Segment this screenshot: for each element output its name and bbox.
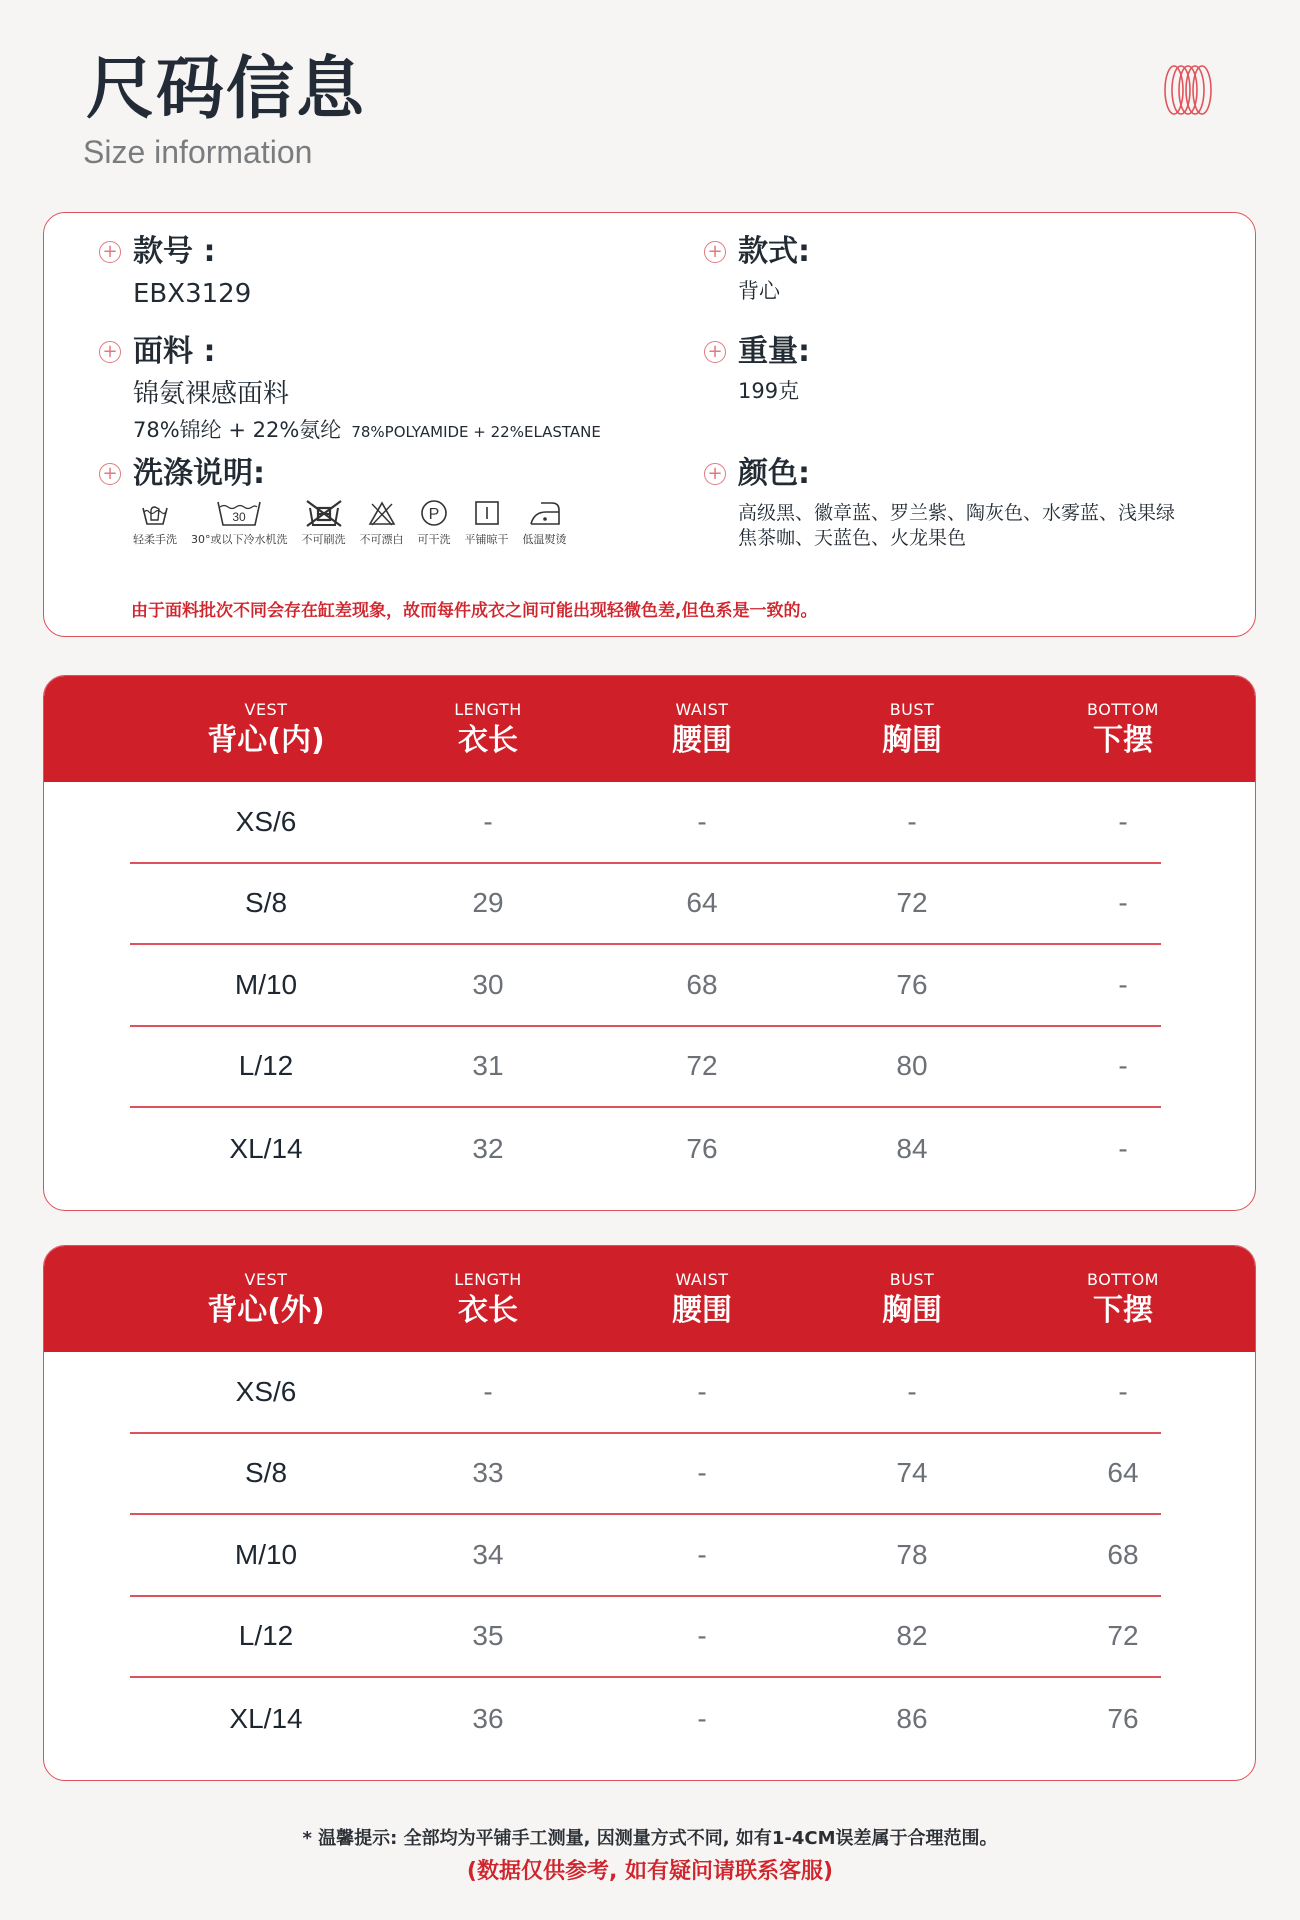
bust-cell: 80 <box>896 1050 928 1082</box>
care-label-no-bleach: 不可漂白 <box>359 533 404 546</box>
length-cell: 35 <box>472 1620 504 1652</box>
care-label-dry-flat: 平铺晾干 <box>464 533 509 546</box>
care-item <box>523 497 567 547</box>
header-cn: 下摆 <box>1093 1293 1153 1328</box>
size-cell: M/10 <box>234 1538 298 1570</box>
waist-cell: - <box>697 1702 707 1734</box>
header-waist <box>622 676 782 782</box>
header-vest <box>186 1246 346 1352</box>
length-cell: 31 <box>472 1050 504 1082</box>
care-item <box>191 497 288 547</box>
size-cell: XL/14 <box>229 1132 303 1164</box>
style-number <box>99 234 252 310</box>
bottom-cell: - <box>1118 805 1128 837</box>
bust-cell: 76 <box>896 968 928 1000</box>
header-en: WAIST <box>675 1270 729 1289</box>
table-row <box>130 864 1161 946</box>
waist-cell: - <box>697 1375 707 1407</box>
table-row <box>130 1434 1161 1516</box>
waist-cell: 68 <box>686 968 718 1000</box>
fabric-label: 面料 : <box>133 334 216 369</box>
size-cell: M/10 <box>234 968 298 1000</box>
bottom-cell: - <box>1118 1132 1128 1164</box>
size-cell: XL/14 <box>229 1702 303 1734</box>
size-cell: XS/6 <box>235 1375 297 1407</box>
table-body <box>130 782 1161 1190</box>
style-type-label: 款式: <box>738 234 810 269</box>
page-title: 尺码信息 <box>86 50 367 129</box>
length-cell: - <box>483 1375 493 1407</box>
color-variance-notice: 由于面料批次不同会存在缸差现象，故而每件成衣之间可能出现轻微色差,但色系是一致的。 <box>131 601 818 621</box>
table-row <box>130 1515 1161 1597</box>
colors <box>704 456 1238 551</box>
header-bottom <box>1043 1246 1203 1352</box>
length-cell: - <box>483 805 493 837</box>
colors-line-1: 高级黑、徽章蓝、罗兰紫、陶灰色、水雾蓝、浅果绿 <box>738 502 1176 524</box>
waist-cell: 76 <box>686 1132 718 1164</box>
care-label-machine-wash: 30°或以下冷水机洗 <box>191 533 288 546</box>
bust-cell: 82 <box>896 1620 928 1652</box>
page-subtitle: Size information <box>83 134 313 170</box>
length-cell: 30 <box>472 968 504 1000</box>
care-label-low-iron: 低温熨烫 <box>522 533 567 546</box>
length-cell: 34 <box>472 1538 504 1570</box>
header-length <box>408 1246 568 1352</box>
waist-cell: 72 <box>686 1050 718 1082</box>
header-en: BOTTOM <box>1087 700 1159 719</box>
header-en: BUST <box>889 1270 935 1289</box>
header-cn: 衣长 <box>458 723 518 758</box>
svg-text:30: 30 <box>232 510 246 524</box>
bust-cell: - <box>907 805 917 837</box>
header-en: LENGTH <box>454 700 522 719</box>
size-cell: S/8 <box>244 1457 288 1489</box>
table-row <box>130 1597 1161 1679</box>
length-cell: 32 <box>472 1132 504 1164</box>
dry-clean-p-icon <box>419 497 449 529</box>
bottom-cell: 68 <box>1107 1538 1139 1570</box>
table-row <box>130 1678 1161 1760</box>
table-row <box>130 945 1161 1027</box>
care-item <box>360 497 404 547</box>
waist-cell: - <box>697 1620 707 1652</box>
care-item <box>418 497 451 547</box>
red-rings-logo-icon <box>1160 62 1216 118</box>
table-body <box>130 1352 1161 1760</box>
header-cn: 下摆 <box>1093 723 1153 758</box>
care-icons <box>133 497 581 547</box>
plus-circle-icon: + <box>704 341 726 363</box>
table-row <box>130 1352 1161 1434</box>
dry-flat-icon <box>472 497 502 529</box>
header-cn: 胸围 <box>882 723 942 758</box>
bust-cell: 86 <box>896 1702 928 1734</box>
header-cn: 背心(内) <box>207 723 325 758</box>
size-cell: S/8 <box>244 887 288 919</box>
fabric <box>99 334 601 444</box>
bottom-cell: 76 <box>1107 1702 1139 1734</box>
measurement-tip: * 温馨提示: 全部均为平铺手工测量, 因测量方式不同, 如有1-4CM误差属于合理范围。 <box>302 1828 998 1849</box>
bottom-cell: 72 <box>1107 1620 1139 1652</box>
header-cn: 胸围 <box>882 1293 942 1328</box>
fabric-composition <box>133 414 601 444</box>
bust-cell: 72 <box>896 887 928 919</box>
size-cell: L/12 <box>238 1050 294 1082</box>
colors-label: 颜色: <box>738 456 810 491</box>
care-label-no-brush: 不可刷洗 <box>301 533 346 546</box>
care-label-hand-wash: 轻柔手洗 <box>133 533 177 546</box>
machine-wash-30-icon <box>216 497 262 529</box>
table-row <box>130 1108 1161 1190</box>
length-cell: 33 <box>472 1457 504 1489</box>
bust-cell: 74 <box>896 1457 928 1489</box>
bust-cell: 84 <box>896 1132 928 1164</box>
header-waist <box>622 1246 782 1352</box>
header-bust <box>832 676 992 782</box>
size-table-outer <box>43 1245 1256 1781</box>
header-vest <box>186 676 346 782</box>
plus-circle-icon: + <box>704 241 726 263</box>
weight-label: 重量: <box>738 334 810 369</box>
style-type-value: 背心 <box>738 279 780 303</box>
care-item <box>302 497 346 547</box>
header-bottom <box>1043 676 1203 782</box>
care-label: 洗涤说明: <box>133 456 265 491</box>
waist-cell: - <box>697 1538 707 1570</box>
no-brush-icon <box>304 497 344 529</box>
low-iron-icon <box>528 497 562 529</box>
reference-disclaimer: (数据仅供参考, 如有疑问请联系客服) <box>466 1859 834 1884</box>
waist-cell: - <box>697 1457 707 1489</box>
care-item <box>133 497 177 547</box>
header-bust <box>832 1246 992 1352</box>
length-cell: 36 <box>472 1702 504 1734</box>
header-cn: 背心(外) <box>207 1293 325 1328</box>
hand-wash-icon <box>140 497 170 529</box>
bust-cell: - <box>907 1375 917 1407</box>
style-number-value: EBX3129 <box>133 279 252 309</box>
plus-circle-icon: + <box>99 241 121 263</box>
bottom-cell: - <box>1118 968 1128 1000</box>
table-row <box>130 782 1161 864</box>
header-en: WAIST <box>675 700 729 719</box>
header-en: VEST <box>244 700 288 719</box>
bottom-cell: - <box>1118 1375 1128 1407</box>
style-type <box>704 234 810 304</box>
waist-cell: 64 <box>686 887 718 919</box>
size-cell: L/12 <box>238 1620 294 1652</box>
weight <box>704 334 810 404</box>
bottom-cell: 64 <box>1107 1457 1139 1489</box>
header-en: BUST <box>889 700 935 719</box>
header-cn: 腰围 <box>672 723 732 758</box>
composition-cn: 78%锦纶 + 22%氨纶 <box>133 418 342 443</box>
plus-circle-icon: + <box>704 463 726 485</box>
size-table-inner <box>43 675 1256 1211</box>
table-row <box>130 1027 1161 1109</box>
bust-cell: 78 <box>896 1538 928 1570</box>
care-label-dry-clean: 可干洗 <box>417 533 451 546</box>
svg-text:P: P <box>428 506 440 523</box>
bottom-cell: - <box>1118 887 1128 919</box>
care-item <box>465 497 509 547</box>
colors-list <box>738 501 1238 551</box>
header-en: LENGTH <box>454 1270 522 1289</box>
weight-value: 199克 <box>738 379 800 403</box>
header-en: BOTTOM <box>1087 1270 1159 1289</box>
no-bleach-icon <box>367 497 397 529</box>
bottom-cell: - <box>1118 1050 1128 1082</box>
plus-circle-icon: + <box>99 463 121 485</box>
header-length <box>408 676 568 782</box>
plus-circle-icon: + <box>99 341 121 363</box>
composition-en: 78%POLYAMIDE + 22%ELASTANE <box>351 423 601 442</box>
waist-cell: - <box>697 805 707 837</box>
size-cell: XS/6 <box>235 805 297 837</box>
header-cn: 腰围 <box>672 1293 732 1328</box>
length-cell: 29 <box>472 887 504 919</box>
product-info-card <box>43 212 1256 637</box>
header-en: VEST <box>244 1270 288 1289</box>
style-number-label: 款号 : <box>133 234 216 269</box>
header-cn: 衣长 <box>458 1293 518 1328</box>
colors-line-2: 焦茶咖、天蓝色、火龙果色 <box>738 527 967 549</box>
fabric-value: 锦氨裸感面料 <box>133 379 290 409</box>
care-instructions <box>99 456 581 547</box>
